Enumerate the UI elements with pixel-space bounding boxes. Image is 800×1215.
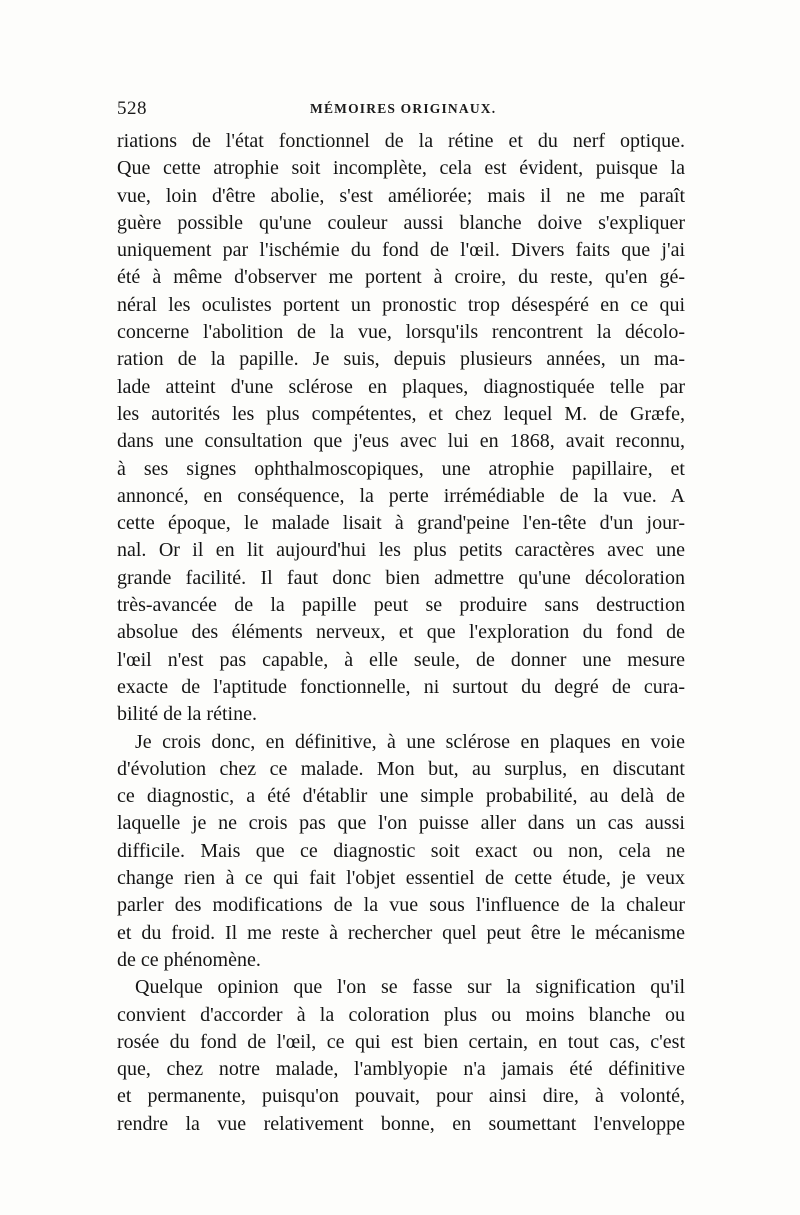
text-line: cette époque, le malade lisait à grand'peine l'en-tête d'un jour- <box>117 512 685 535</box>
text-line: lade atteint d'une sclérose en plaques, diagnostiquée telle par <box>117 375 685 398</box>
body-text <box>117 128 685 1138</box>
text-line: guère possible qu'une couleur aussi blanche doive s'expliquer <box>117 211 685 234</box>
text-line: rosée du fond de l'œil, ce qui est bien certain, en tout cas, c'est <box>117 1030 685 1053</box>
text-line: exacte de l'aptitude fonctionnelle, ni surtout du degré de cura- <box>117 675 685 698</box>
text-line: l'œil n'est pas capable, à elle seule, de donner une mesure <box>117 648 685 671</box>
text-line: à ses signes ophthalmoscopiques, une atrophie papillaire, et <box>117 457 685 480</box>
text-line: les autorités les plus compétentes, et chez lequel M. de Græfe, <box>117 402 685 425</box>
text-line: annoncé, en conséquence, la perte irrémédiable de la vue. A <box>117 484 685 507</box>
paragraph-start-line: Je crois donc, en définitive, à une sclérose en plaques en voie <box>135 730 685 753</box>
page-header <box>117 98 687 120</box>
text-line: rendre la vue relativement bonne, en soumettant l'enveloppe <box>117 1112 685 1135</box>
page-number: 528 <box>117 98 147 119</box>
text-line: riations de l'état fonctionnel de la rétine et du nerf optique. <box>117 130 685 152</box>
text-line: ce diagnostic, a été d'établir une simple probabilité, au delà de <box>117 785 685 808</box>
text-line: laquelle je ne crois pas que l'on puisse aller dans un cas aussi <box>117 812 685 835</box>
text-line: vue, loin d'être abolie, s'est améliorée; mais il ne me paraît <box>117 184 685 207</box>
text-line: dans une consultation que j'eus avec lui en 1868, avait reconnu, <box>117 430 685 453</box>
paragraph-end-line: bilité de la rétine. <box>117 703 257 726</box>
text-line: difficile. Mais que ce diagnostic soit exact ou non, cela ne <box>117 839 685 862</box>
text-line: très-avancée de la papille peut se produire sans destruction <box>117 594 685 617</box>
running-head: MÉMOIRES ORIGINAUX. <box>310 101 497 116</box>
text-line: absolue des éléments nerveux, et que l'exploration du fond de <box>117 621 685 644</box>
text-line: concerne l'abolition de la vue, lorsqu'ils rencontrent la décolo- <box>117 321 685 344</box>
text-line: nal. Or il en lit aujourd'hui les plus petits caractères avec une <box>117 539 685 562</box>
paragraph-end-line: de ce phénomène. <box>117 948 261 971</box>
text-line: que, chez notre malade, l'amblyopie n'a jamais été définitive <box>117 1058 685 1081</box>
text-line: Que cette atrophie soit incomplète, cela est évident, puisque la <box>117 157 685 180</box>
text-line: change rien à ce qui fait l'objet essentiel de cette étude, je veux <box>117 867 685 890</box>
text-line: parler des modifications de la vue sous l'influence de la chaleur <box>117 894 685 917</box>
text-line: convient d'accorder à la coloration plus ou moins blanche ou <box>117 1003 685 1026</box>
text-line: néral les oculistes portent un pronostic trop désespéré en ce qui <box>117 293 685 316</box>
text-line: et du froid. Il me reste à rechercher quel peut être le mécanisme <box>117 921 685 944</box>
paragraph-start-line: Quelque opinion que l'on se fasse sur la signification qu'il <box>135 976 685 999</box>
text-line: ration de la papille. Je suis, depuis plusieurs années, un ma- <box>117 348 685 371</box>
text-line: grande facilité. Il faut donc bien admettre qu'une décoloration <box>117 566 685 589</box>
text-line: et permanente, puisqu'on pouvait, pour ainsi dire, à volonté, <box>117 1085 685 1108</box>
text-line: été à même d'observer me portent à croire, du reste, qu'en gé- <box>117 266 685 289</box>
text-line: d'évolution chez ce malade. Mon but, au surplus, en discutant <box>117 757 685 780</box>
text-line: uniquement par l'ischémie du fond de l'œil. Divers faits que j'ai <box>117 239 685 262</box>
